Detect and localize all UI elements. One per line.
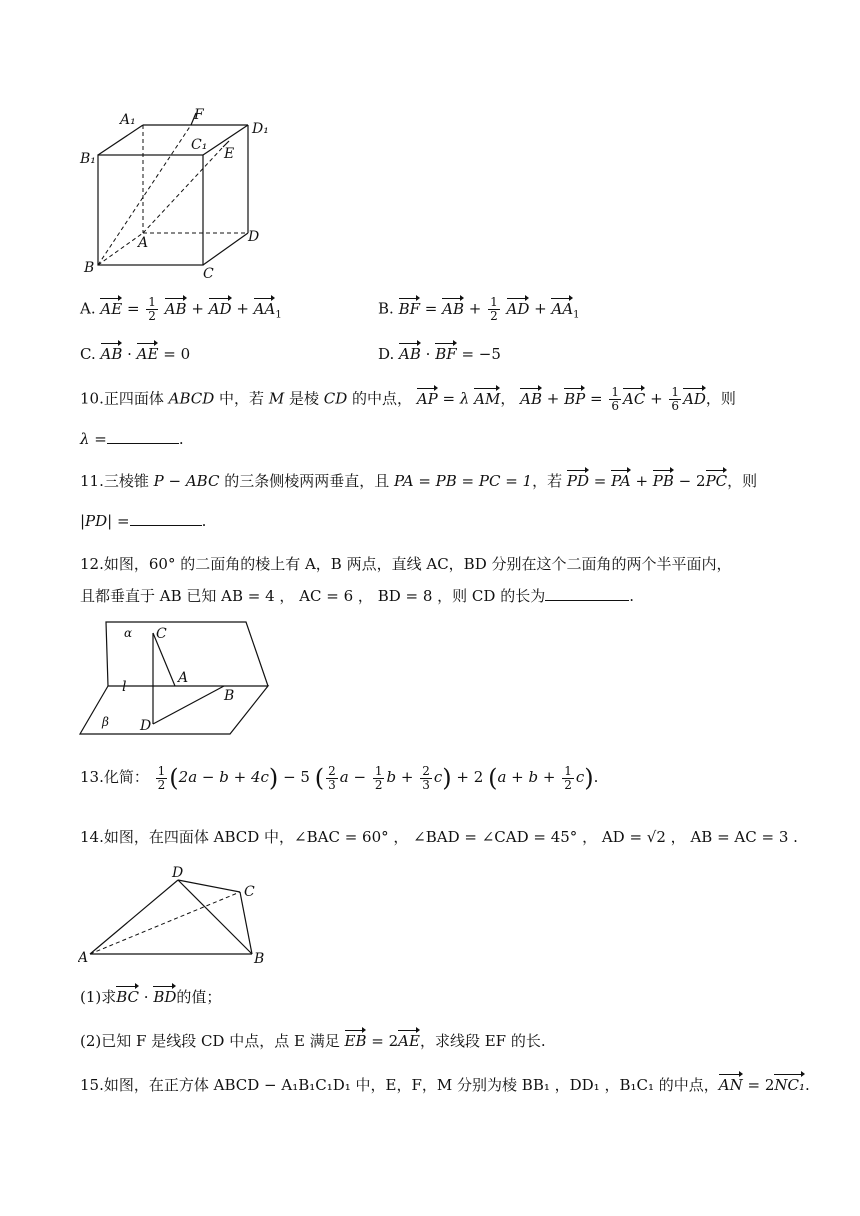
q11-line2: |PD| = .: [80, 512, 207, 530]
dihedral-label: B: [224, 688, 235, 704]
cube-label: C₁: [191, 137, 208, 153]
q14-line1: 14.如图，在四面体 ABCD 中，∠BAC = 60° ， ∠BAD = ∠CAD = 45° ， AD = √2 ， AB = AC = 3 .: [80, 828, 798, 846]
cube-label: D: [248, 229, 260, 245]
tetra-label: D: [172, 865, 184, 881]
q12-line2: 且都垂直于 AB 已知 AB = 4 ， AC = 6 ， BD = 8 ，则 CD 的长为 .: [80, 587, 634, 605]
cube-label: B₁: [80, 151, 96, 167]
q10-line2: λ = .: [80, 430, 184, 448]
dihedral-label: C: [156, 626, 167, 642]
cube-label: A: [138, 235, 149, 251]
tetra-label: A: [78, 950, 89, 966]
tetrahedron-figure: [78, 862, 278, 970]
answer-blank: [545, 600, 629, 601]
cube-label: C: [203, 266, 214, 282]
q14-part2: (2)已知 F 是线段 CD 中点，点 E 满足 EB = 2AE，求线段 EF 的长.: [80, 1032, 546, 1050]
q9-option-a: A. AE = $\frac{1}{2}$ AB + AD + $AA_1$: [80, 295, 282, 323]
q10-line1: 10.正四面体 ABCD 中，若 M 是棱 CD 的中点， AP = λ AM， AB + BP = $\frac{1}{6}$ AC + $\frac{1}{6}$ AD，则: [80, 385, 736, 413]
dihedral-label: β: [102, 715, 109, 729]
dihedral-label: A: [178, 670, 189, 686]
q11-line1: 11.三棱锥 P − ABC 的三条侧棱两两垂直，且 PA = PB = PC = 1，若 PD = PA + PB − 2PC，则: [80, 472, 758, 490]
q14-part1: (1)求BC · BD的值；: [80, 988, 222, 1006]
q9-option-c: C. AB · AE = 0: [80, 345, 191, 363]
cube-label: B: [84, 260, 95, 276]
dihedral-label: α: [124, 626, 133, 640]
cube-figure: [78, 105, 278, 285]
dihedral-label: D: [140, 718, 152, 734]
answer-blank: [130, 525, 202, 526]
q13-line: 13.化简： $\frac{1}{2}$ (2a − b + 4c) − 5 ( $\frac{2}{3}$ a − $\frac{1}{2}$ b + $\frac{2}{3}$ c) + 2 (a + b + $\frac{1}{2}$ c).: [80, 763, 599, 792]
q9-option-b: B. BF = AB + $\frac{1}{2}$ AD + $AA_1$: [378, 295, 580, 323]
cube-label: E: [224, 146, 235, 162]
cube-label: F: [194, 107, 204, 123]
cube-label: A₁: [120, 112, 136, 128]
tetra-label: B: [254, 951, 265, 967]
q9-option-d: D. AB · BF = −5: [378, 345, 501, 363]
tetra-label: C: [244, 884, 255, 900]
cube-label: D₁: [252, 121, 269, 137]
dihedral-figure: [78, 618, 278, 740]
answer-blank: [107, 443, 179, 444]
dihedral-label: l: [122, 679, 127, 695]
q15-line: 15.如图，在正方体 ABCD − A₁B₁C₁D₁ 中，E，F，M 分别为棱 BB₁ ，DD₁ ，B₁C₁ 的中点，AN = 2NC₁.: [80, 1076, 810, 1094]
q12-line1: 12.如图，60° 的二面角的棱上有 A，B 两点，直线 AC，BD 分别在这个二面角的两个半平面内，: [80, 555, 732, 573]
